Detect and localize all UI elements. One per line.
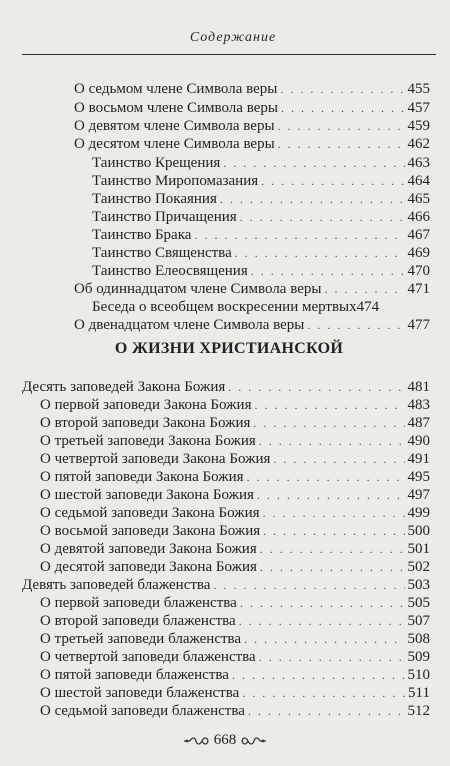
toc-entry-title: О девятом члене Символа веры	[74, 118, 275, 134]
toc-leader-dots	[247, 468, 405, 486]
toc-entry-title: Девять заповедей блаженства	[22, 577, 211, 593]
toc-entry-page: 510	[407, 667, 430, 683]
toc-entry	[74, 117, 430, 135]
toc-leader-dots	[228, 378, 404, 396]
toc-leader-dots	[223, 154, 404, 172]
toc-leader-dots	[273, 450, 404, 468]
toc-leader-dots	[259, 432, 405, 450]
toc-entry-title: Таинство Елеосвящения	[92, 263, 248, 279]
toc-entry	[40, 540, 430, 558]
toc-entry	[40, 432, 430, 450]
toc-entry-title: О седьмом члене Символа веры	[74, 81, 278, 97]
toc-entry	[92, 298, 430, 316]
toc-leader-dots	[278, 135, 405, 153]
toc-entry	[74, 80, 430, 98]
toc-entry-page: 459	[407, 118, 430, 134]
toc-entry	[40, 612, 430, 630]
header-rule	[22, 54, 436, 55]
toc-entry-title: О четвертой заповеди Закона Божия	[40, 451, 271, 467]
toc-entry-title: О десятом члене Символа веры	[74, 136, 275, 152]
toc-leader-dots	[240, 594, 405, 612]
toc-leader-dots	[263, 504, 405, 522]
toc-leader-dots	[260, 540, 405, 558]
toc-entry	[40, 558, 430, 576]
toc-entry-page: 457	[407, 100, 430, 116]
toc-leader-dots	[260, 558, 405, 576]
toc-entry	[92, 208, 430, 226]
toc-entry	[74, 99, 430, 117]
section-heading: О ЖИЗНИ ХРИСТИАНСКОЙ	[114, 340, 344, 357]
toc-entry-page: 481	[407, 379, 430, 395]
toc-entry-title: О второй заповеди Закона Божия	[40, 415, 251, 431]
toc-entry-page: 505	[407, 595, 430, 611]
toc-entry-title: О пятой заповеди Закона Божия	[40, 469, 244, 485]
toc-entry	[92, 172, 430, 190]
toc-entry-page: 495	[407, 469, 430, 485]
toc-entry	[40, 396, 430, 414]
toc-entry-page: 470	[407, 263, 430, 279]
toc-entry	[74, 135, 430, 153]
toc-entry-title: О девятой заповеди Закона Божия	[40, 541, 257, 557]
toc-entry-page: 474	[356, 299, 380, 315]
toc-leader-dots	[213, 576, 404, 594]
toc-entry	[40, 684, 430, 702]
toc-entry-title: О шестой заповеди блаженства	[40, 685, 240, 701]
toc-entry	[40, 648, 430, 666]
toc-entry-page: 502	[407, 559, 430, 575]
toc-entry-page: 455	[407, 81, 430, 97]
toc-entry-title: О восьмой заповеди Закона Божия	[40, 523, 261, 539]
toc-entry	[92, 190, 430, 208]
right-ornament-icon	[241, 735, 267, 747]
toc-entry	[40, 702, 430, 720]
toc-entry-title: О десятой заповеди Закона Божия	[40, 559, 257, 575]
toc-entry-title: О пятой заповеди блаженства	[40, 667, 229, 683]
toc-entry-page: 490	[407, 433, 430, 449]
toc-leader-dots	[194, 226, 404, 244]
toc-entry-page: 499	[407, 505, 430, 521]
toc-leader-dots	[240, 208, 405, 226]
toc-leader-dots	[257, 486, 405, 504]
toc-entry-page: 512	[407, 703, 430, 719]
toc-entry-page: 503	[407, 577, 430, 593]
toc-entry-title: О седьмой заповеди блаженства	[40, 703, 245, 719]
toc-leader-dots	[220, 190, 405, 208]
toc-entry-page: 463	[407, 155, 430, 171]
toc-entry-title: Таинство Причащения	[92, 209, 237, 225]
toc-entry-page: 467	[407, 227, 430, 243]
toc-entry	[40, 504, 430, 522]
toc-entry-page: 497	[407, 487, 430, 503]
toc-entry	[40, 468, 430, 486]
toc-leader-dots	[259, 648, 405, 666]
toc-entry-page: 509	[407, 649, 430, 665]
toc-entry-title: О восьмом члене Символа веры	[74, 100, 278, 116]
toc-entry	[92, 154, 430, 172]
toc-entry	[40, 630, 430, 648]
toc-leader-dots	[307, 316, 404, 334]
toc-entry	[92, 226, 430, 244]
toc-entry-title: Десять заповедей Закона Божия	[22, 379, 226, 395]
toc-entry-page: 462	[407, 136, 430, 152]
toc-leader-dots	[278, 117, 405, 135]
toc-leader-dots	[232, 666, 405, 684]
toc-leader-dots	[242, 684, 405, 702]
toc-leader-dots	[254, 396, 404, 414]
toc-leader-dots	[239, 612, 405, 630]
toc-entry-title: Таинство Брака	[92, 227, 192, 243]
toc-entry-page: 507	[407, 613, 430, 629]
toc-entry	[40, 594, 430, 612]
toc-entry-page: 464	[407, 173, 430, 189]
toc-entry-page: 477	[407, 317, 430, 333]
toc-entry	[40, 450, 430, 468]
toc-entry-title: Таинство Покаяния	[92, 191, 217, 207]
toc-entry-page: 487	[407, 415, 430, 431]
running-header: Содержание	[189, 30, 277, 45]
toc-entry-title: О второй заповеди блаженства	[40, 613, 236, 629]
toc-entry	[92, 244, 430, 262]
toc-entry-page: 508	[407, 631, 430, 647]
toc-leader-dots	[253, 414, 404, 432]
toc-leader-dots	[281, 99, 405, 117]
toc-entry-title: О четвертой заповеди блаженства	[40, 649, 256, 665]
toc-entry-title: О третьей заповеди блаженства	[40, 631, 242, 647]
toc-entry	[40, 522, 430, 540]
toc-entry	[22, 378, 430, 396]
toc-entry-title: О шестой заповеди Закона Божия	[40, 487, 254, 503]
toc-entry-title: Об одиннадцатом члене Символа веры	[74, 281, 322, 297]
toc-entry-page: 483	[407, 397, 430, 413]
toc-entry	[22, 576, 430, 594]
toc-entry-title: О первой заповеди блаженства	[40, 595, 237, 611]
page-footer	[0, 732, 450, 749]
toc-entry-page: 466	[407, 209, 430, 225]
page-number: 668	[213, 732, 237, 748]
toc-leader-dots	[244, 630, 404, 648]
toc-entry-page: 501	[407, 541, 430, 557]
toc-leader-dots	[251, 262, 405, 280]
toc-leader-dots	[248, 702, 405, 720]
toc-entry	[74, 280, 430, 298]
toc-entry	[74, 316, 430, 334]
toc-entry-title: Таинство Священства	[92, 245, 232, 261]
toc-entry	[40, 486, 430, 504]
toc-entry-page: 511	[408, 685, 430, 701]
toc-entry-title: О седьмой заповеди Закона Божия	[40, 505, 260, 521]
toc-entry-page: 471	[407, 281, 430, 297]
toc-entry-title: О двенадцатом члене Символа веры	[74, 317, 305, 333]
toc-entry-title: О третьей заповеди Закона Божия	[40, 433, 256, 449]
toc-leader-dots	[280, 80, 404, 98]
toc-entry-title: О первой заповеди Закона Божия	[40, 397, 252, 413]
toc-entry	[92, 262, 430, 280]
toc-entry-page: 491	[407, 451, 430, 467]
toc-entry	[40, 414, 430, 432]
toc-entry	[40, 666, 430, 684]
toc-entry-page: 500	[407, 523, 430, 539]
left-ornament-icon	[183, 735, 209, 747]
toc-leader-dots	[263, 522, 404, 540]
toc-entry-page: 469	[407, 245, 430, 261]
toc-leader-dots	[235, 244, 405, 262]
toc-entry-page: 465	[407, 191, 430, 207]
toc-entry-title: Таинство Миропомазания	[92, 173, 259, 189]
toc-leader-dots	[261, 172, 404, 190]
toc-entry-title: Беседа о всеобщем воскресении мертвых	[92, 299, 357, 315]
toc-leader-dots	[324, 280, 404, 298]
toc-entry-title: Таинство Крещения	[92, 155, 221, 171]
